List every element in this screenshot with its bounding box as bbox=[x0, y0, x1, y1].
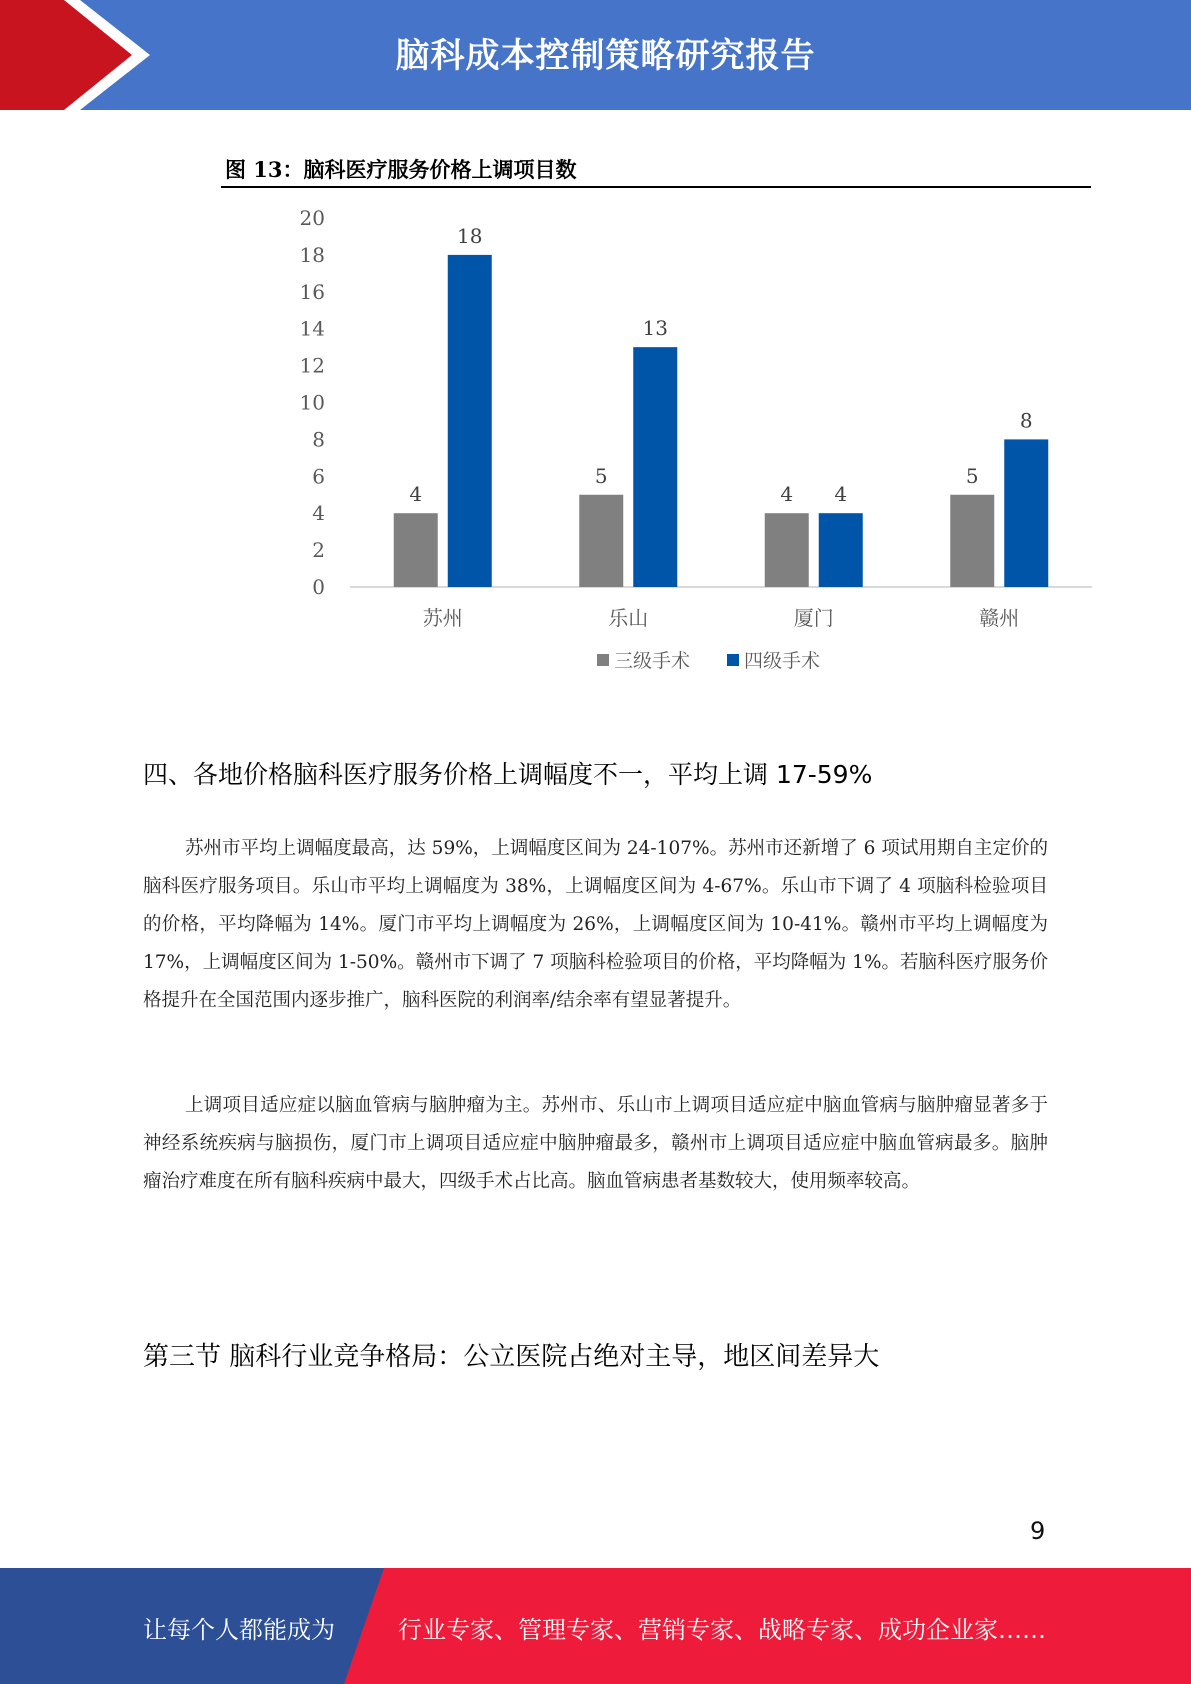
x-category-label: 赣州 bbox=[979, 606, 1020, 630]
y-tick-label: 0 bbox=[312, 575, 325, 599]
body-paragraph: 苏州市平均上调幅度最高，达 59%，上调幅度区间为 24-107%。苏州市还新增了 6 项试用期自主定价的脑科医疗服务项目。乐山市平均上调幅度为 38%，上调幅度区间为 4-67%。乐山市下调了 4 项脑科检验项目的价格，平均降幅为 14%。厦门市平均上调幅度为 26%，上调幅度区间为 10-41%。赣州市平均上调幅度为 17%，上调幅度区间为 1-50%。赣州市下调了 7 项脑科检验项目的价格，平均降幅为 1%。若脑科医疗服务价格提升在全国范围内逐步推广，脑科医院的利润率/结余率有望显著提升。 bbox=[143, 838, 1048, 1011]
y-tick-label: 16 bbox=[299, 279, 325, 304]
x-category-label: 乐山 bbox=[608, 606, 649, 630]
bar bbox=[765, 513, 809, 587]
figure-caption-rule bbox=[221, 186, 1091, 188]
footer-slogan-right: 行业专家、管理专家、营销专家、战略专家、成功企业家…… bbox=[398, 1616, 1046, 1644]
legend-swatch bbox=[597, 654, 609, 666]
x-category-label: 苏州 bbox=[422, 606, 463, 630]
bar bbox=[950, 495, 994, 587]
data-label: 8 bbox=[1019, 408, 1033, 433]
page-footer bbox=[0, 1568, 1191, 1684]
chapter-section-heading: 第三节 脑科行业竞争格局：公立医院占绝对主导，地区间差异大 bbox=[143, 1342, 880, 1372]
y-tick-label: 4 bbox=[312, 501, 325, 526]
legend-swatch bbox=[727, 654, 739, 666]
bar bbox=[633, 347, 677, 587]
page-header bbox=[0, 0, 1191, 110]
bar-chart bbox=[0, 190, 1191, 690]
body-paragraph: 上调项目适应症以脑血管病与脑肿瘤为主。苏州市、乐山市上调项目适应症中脑血管病与脑肿瘤显著多于神经系统疾病与脑损伤，厦门市上调项目适应症中脑肿瘤最多，赣州市上调项目适应症中脑血管病最多。脑肿瘤治疗难度在所有脑科疾病中最大，四级手术占比高。脑血管病患者基数较大，使用频率较高。 bbox=[143, 1095, 1048, 1192]
bar bbox=[448, 255, 492, 587]
bar bbox=[394, 513, 438, 587]
data-label: 4 bbox=[780, 482, 794, 507]
figure-caption: 图 13：脑科医疗服务价格上调项目数 bbox=[225, 157, 577, 182]
section-heading: 四、各地价格脑科医疗服务价格上调幅度不一，平均上调 17-59% bbox=[143, 760, 873, 789]
legend-label: 四级手术 bbox=[744, 650, 821, 672]
x-category-label: 厦门 bbox=[793, 606, 834, 630]
y-tick-label: 10 bbox=[299, 390, 325, 415]
data-label: 18 bbox=[457, 223, 483, 248]
data-label: 13 bbox=[642, 316, 668, 341]
data-label: 5 bbox=[594, 463, 608, 488]
y-tick-label: 14 bbox=[299, 316, 325, 341]
y-tick-label: 12 bbox=[299, 353, 325, 378]
bar bbox=[1004, 439, 1048, 587]
y-tick-label: 8 bbox=[312, 427, 325, 452]
legend-label: 三级手术 bbox=[614, 650, 691, 672]
y-tick-label: 2 bbox=[312, 538, 325, 563]
bar bbox=[819, 513, 863, 587]
data-label: 4 bbox=[409, 482, 423, 507]
bar bbox=[579, 495, 623, 587]
data-label: 5 bbox=[965, 463, 979, 488]
page-number: 9 bbox=[1030, 1517, 1046, 1545]
y-tick-label: 6 bbox=[312, 464, 325, 489]
data-label: 4 bbox=[834, 482, 848, 507]
y-tick-label: 18 bbox=[299, 242, 325, 267]
footer-slogan-left: 让每个人都能成为 bbox=[143, 1616, 335, 1644]
report-title: 脑科成本控制策略研究报告 bbox=[395, 36, 816, 76]
y-tick-label: 20 bbox=[299, 206, 325, 230]
